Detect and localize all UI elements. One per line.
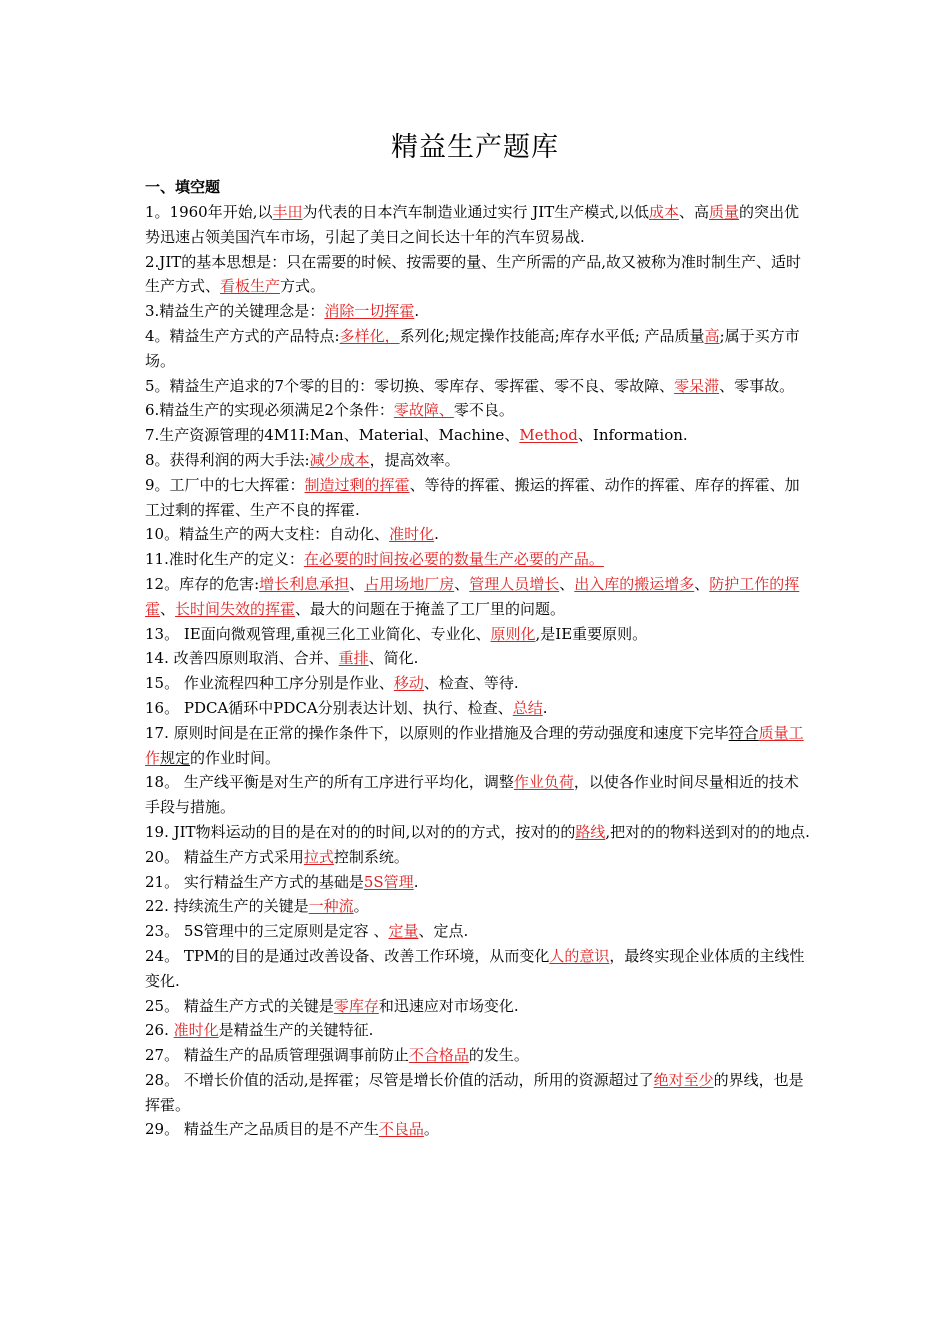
answer-text: 一种流 bbox=[308, 897, 354, 916]
question-list bbox=[145, 200, 813, 1142]
answer-text: 减少成本 bbox=[309, 450, 370, 469]
question-text: 、 bbox=[349, 574, 365, 593]
question-text: 11.准时化生产的定义： bbox=[145, 550, 304, 569]
answer-text: 准时化 bbox=[389, 525, 435, 544]
question-item bbox=[145, 572, 813, 622]
question-text: 21。 实行精益生产方式的基础是 bbox=[145, 872, 364, 891]
question-item bbox=[145, 324, 813, 374]
question-text: 27。 精益生产的品质管理强调事前防止 bbox=[145, 1046, 409, 1065]
question-item bbox=[145, 1043, 813, 1068]
question-text: 13。 IE面向微观管理,重视三化工业简化、专业化、 bbox=[145, 624, 491, 643]
question-text: 18。 生产线平衡是对生产的所有工序进行平均化，调整 bbox=[145, 773, 514, 792]
question-item bbox=[145, 250, 813, 300]
answer-text: 5S管理 bbox=[363, 872, 414, 891]
answer-text: 长时间失效的挥霍 bbox=[175, 599, 296, 618]
question-text: 、 bbox=[559, 574, 575, 593]
answer-text: 制造过剩的挥霍 bbox=[304, 475, 410, 494]
question-item bbox=[145, 622, 813, 647]
question-text: 19. JIT物料运动的目的是在对的的时间,以对的的方式，按对的的 bbox=[145, 822, 576, 841]
answer-text: Method bbox=[519, 426, 578, 445]
answer-text: 绝对至少 bbox=[653, 1070, 714, 1089]
question-item bbox=[145, 894, 813, 919]
question-item bbox=[145, 448, 813, 473]
question-text: 为代表的日本汽车制造业通过实行 JIT生产模式,以低 bbox=[302, 203, 649, 221]
question-item bbox=[145, 473, 813, 523]
question-text: 29。 精益生产之品质目的是不产生 bbox=[145, 1120, 379, 1139]
question-text: 26. bbox=[145, 1021, 174, 1040]
section-heading: 一、填空题 bbox=[145, 178, 221, 196]
underlined-text: 规定 bbox=[160, 748, 191, 767]
question-text: 的界线，也是挥霍。 bbox=[145, 1070, 804, 1114]
question-text: 方式。 bbox=[280, 277, 326, 296]
question-text: ，以使各作业时间尽量相近的技术手段与措施。 bbox=[145, 773, 799, 817]
question-text: 、定点. bbox=[418, 922, 469, 941]
answer-text: 重排 bbox=[338, 649, 369, 668]
question-item bbox=[145, 1117, 813, 1142]
question-text: 8。获得利润的两大手法: bbox=[145, 450, 310, 469]
question-text: 24。 TPM的目的是通过改善设备、改善工作环境，从而变化 bbox=[145, 946, 550, 965]
question-text: 、Information. bbox=[577, 426, 688, 445]
answer-text: 质量 bbox=[709, 203, 740, 221]
question-item bbox=[145, 671, 813, 696]
answer-text: 丰田 bbox=[272, 203, 303, 221]
question-text: 4。精益生产方式的产品特点: bbox=[145, 326, 340, 345]
question-text: . bbox=[542, 698, 548, 717]
question-text: ,把对的的物料送到对的的地点. bbox=[605, 822, 810, 841]
answer-text: 在必要的时间按必要的数量生产必要的产品。 bbox=[303, 550, 604, 569]
question-text: 2.JIT的基本思想是：只在需要的时候、按需要的量、生产所需的产品,故又被称为准时制生产、适时生产方式、 bbox=[145, 252, 802, 296]
question-item bbox=[145, 944, 813, 994]
question-text: 、 bbox=[160, 599, 176, 618]
question-text: 15。 作业流程四种工序分别是作业、 bbox=[145, 674, 394, 693]
answer-text: 拉式 bbox=[303, 847, 334, 866]
answer-text: 消除一切挥霍 bbox=[324, 302, 415, 321]
question-text: 14. 改善四原则取消、合并、 bbox=[145, 649, 339, 668]
answer-text: 不合格品 bbox=[408, 1046, 469, 1065]
question-text: 20。 精益生产方式采用 bbox=[145, 847, 304, 866]
answer-text: 管理人员增长 bbox=[469, 574, 560, 593]
answer-text: 移动 bbox=[393, 674, 424, 693]
question-text: 3.精益生产的关键理念是： bbox=[145, 302, 325, 321]
question-text: 5。精益生产追求的7个零的目的：零切换、零库存、零挥霍、零不良、零故障、 bbox=[145, 376, 675, 395]
question-text: 、等待的挥霍、搬运的挥霍、动作的挥霍、库存的挥霍、加工过剩的挥霍、生产不良的挥霍. bbox=[145, 475, 800, 519]
question-item bbox=[145, 845, 813, 870]
question-text: 、最大的问题在于掩盖了工厂里的问题。 bbox=[295, 599, 566, 618]
answer-text: 原则化 bbox=[490, 624, 536, 643]
question-text: 1。1960年开始,以 bbox=[145, 203, 273, 221]
question-text: 12。库存的危害: bbox=[145, 574, 260, 593]
answer-text: 路线 bbox=[575, 822, 606, 841]
answer-text: 作业负荷 bbox=[513, 773, 574, 792]
question-item bbox=[145, 299, 813, 324]
question-text: 控制系统。 bbox=[333, 847, 409, 866]
question-text: ;属于买方市场。 bbox=[145, 326, 800, 370]
question-text: 6.精益生产的实现必须满足2个条件： bbox=[145, 401, 394, 420]
question-text: . bbox=[414, 302, 420, 321]
question-text: 17. 原则时间是在正常的操作条件下，以原则的作业措施及合理的劳动强度和速度下完毕 bbox=[145, 723, 729, 742]
question-text: ，最终实现企业体质的主线性变化. bbox=[145, 946, 805, 990]
question-text: 、简化. bbox=[368, 649, 419, 668]
question-text: 。 bbox=[423, 1120, 439, 1139]
question-item bbox=[145, 770, 813, 820]
question-text: 是精益生产的关键特征. bbox=[218, 1021, 374, 1040]
question-text: 9。工厂中的七大挥霍： bbox=[145, 475, 305, 494]
page-title: 精益生产题库 bbox=[391, 132, 559, 163]
question-text: 23。 5S管理中的三定原则是定容 、 bbox=[145, 922, 389, 941]
question-text: 系列化;规定操作技能高;库存水平低; 产品质量 bbox=[399, 326, 705, 345]
question-text: . bbox=[413, 872, 419, 891]
question-text: 和迅速应对市场变化. bbox=[378, 996, 519, 1015]
answer-text: 成本 bbox=[649, 203, 680, 221]
answer-text: 总结 bbox=[512, 698, 543, 717]
question-text: . bbox=[434, 525, 439, 544]
question-text: 零不良。 bbox=[453, 401, 514, 420]
answer-text: 增长利息承担 bbox=[259, 574, 350, 593]
underlined-text: 符合 bbox=[728, 723, 759, 742]
answer-text: 多样化， bbox=[339, 326, 400, 345]
question-text: ,是IE重要原则。 bbox=[535, 624, 648, 643]
question-text: ，提高效率。 bbox=[369, 450, 460, 469]
answer-text: 定量 bbox=[388, 922, 419, 941]
question-text: 、检查、等待. bbox=[423, 674, 519, 693]
question-text: 、零事故。 bbox=[719, 376, 795, 395]
answer-text: 人的意识 bbox=[549, 946, 610, 965]
question-text: 10。精益生产的两大支柱：自动化、 bbox=[145, 525, 390, 544]
question-item bbox=[145, 374, 813, 399]
question-text: 、 bbox=[454, 574, 470, 593]
answer-text: 出入库的搬运增多 bbox=[574, 574, 695, 593]
answer-text: 零故障、 bbox=[393, 401, 454, 420]
question-text: 22. 持续流生产的关键是 bbox=[145, 897, 309, 916]
question-item bbox=[145, 398, 813, 423]
answer-text: 防护工作的挥霍 bbox=[145, 574, 800, 618]
question-item bbox=[145, 994, 813, 1019]
question-item bbox=[145, 547, 813, 572]
question-text: 25。 精益生产方式的关键是 bbox=[145, 996, 334, 1015]
question-item bbox=[145, 721, 813, 771]
answer-text: 占用场地厂房 bbox=[364, 574, 455, 593]
question-item bbox=[145, 919, 813, 944]
question-item bbox=[145, 522, 813, 547]
answer-text: 不良品 bbox=[378, 1120, 424, 1139]
question-item bbox=[145, 1068, 813, 1118]
answer-text: 质量工作 bbox=[145, 723, 804, 767]
answer-text: 看板生产 bbox=[220, 277, 281, 296]
question-item bbox=[145, 423, 813, 448]
question-text: 28。 不增长价值的活动,是挥霍；尽管是增长价值的活动，所用的资源超过了 bbox=[145, 1070, 654, 1089]
answer-text: 高 bbox=[704, 326, 720, 345]
question-text: 、高 bbox=[679, 203, 710, 221]
question-item bbox=[145, 820, 813, 845]
question-text: 的作业时间。 bbox=[190, 748, 281, 767]
question-text: 。 bbox=[353, 897, 369, 916]
question-text: 的突出优势迅速占领美国汽车市场，引起了美日之间长达十年的汽车贸易战. bbox=[145, 203, 800, 246]
question-item bbox=[145, 1018, 813, 1043]
question-text: 、 bbox=[694, 574, 710, 593]
answer-text: 准时化 bbox=[173, 1021, 219, 1040]
question-item bbox=[145, 200, 813, 250]
question-text: 的发生。 bbox=[468, 1046, 529, 1065]
answer-text: 零呆滞 bbox=[674, 376, 720, 395]
question-item bbox=[145, 646, 813, 671]
question-text: 16。 PDCA循环中PDCA分别表达计划、执行、检查、 bbox=[145, 698, 513, 717]
answer-text: 零库存 bbox=[333, 996, 379, 1015]
question-item bbox=[145, 870, 813, 895]
question-item bbox=[145, 696, 813, 721]
question-text: 7.生产资源管理的4M1I:Man、Material、Machine、 bbox=[145, 426, 520, 445]
